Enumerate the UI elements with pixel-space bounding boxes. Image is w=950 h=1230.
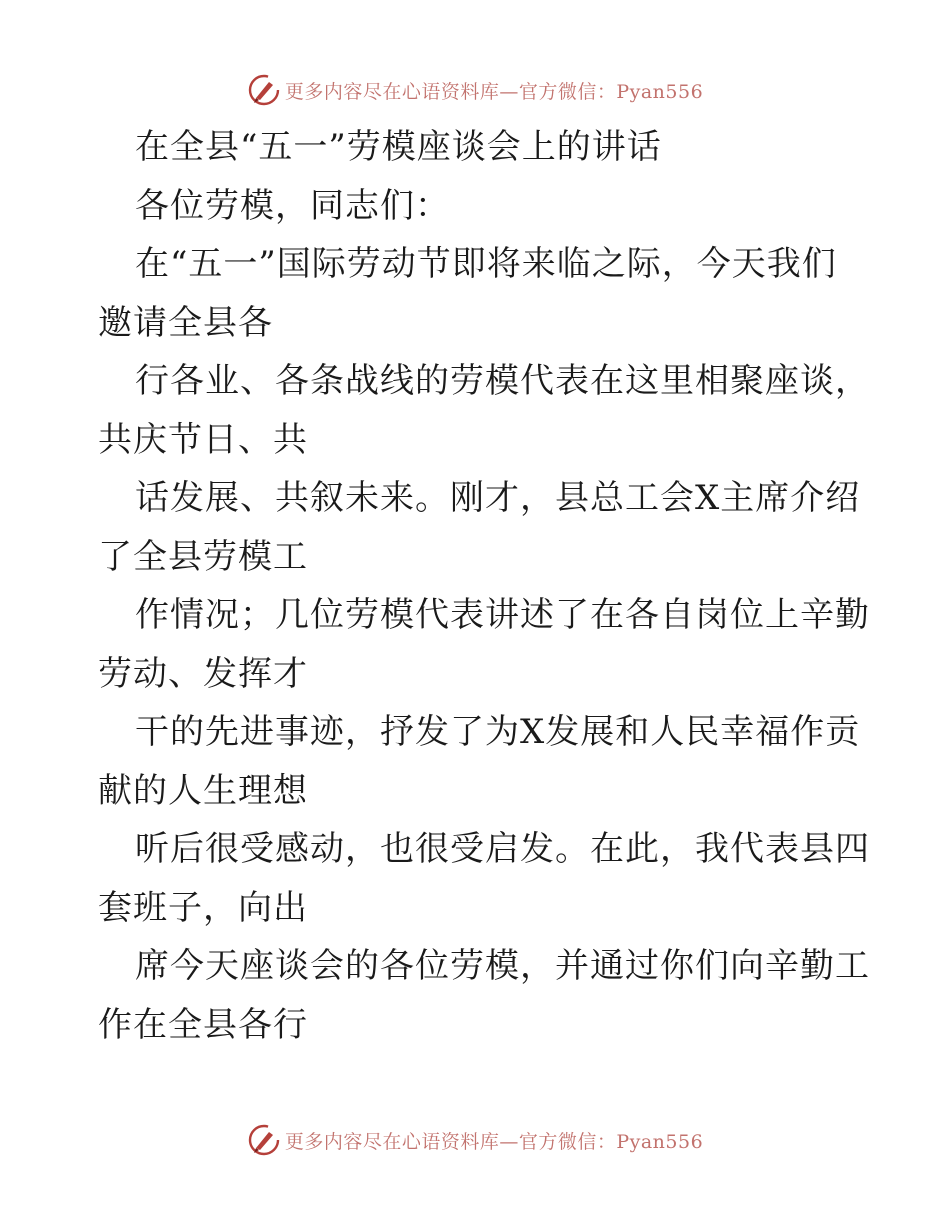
footer-watermark <box>0 1120 950 1160</box>
quill-pen-icon <box>247 1123 281 1157</box>
text-line: 干的先进事迹，抒发了为X发展和人民幸福作贡 <box>135 712 861 752</box>
watermark-text: 更多内容尽在心语资料库—官方微信：Pyan556 <box>284 1130 704 1153</box>
quill-pen-icon <box>247 73 281 107</box>
text-line: 作在全县各行 <box>98 1004 308 1045</box>
text-line: 献的人生理想 <box>98 770 308 811</box>
text-line: 套班子，向出 <box>98 887 308 928</box>
header-watermark <box>0 70 950 110</box>
text-line: 邀请全县各 <box>98 302 273 343</box>
text-line: 了全县劳模工 <box>98 536 308 577</box>
text-line: 劳动、发挥才 <box>98 653 308 694</box>
document-title: 在全县“五一”劳模座谈会上的讲话 <box>135 127 662 167</box>
text-line: 在“五一”国际劳动节即将来临之际，今天我们 <box>135 244 837 284</box>
watermark-text: 更多内容尽在心语资料库—官方微信：Pyan556 <box>284 80 704 103</box>
text-line: 行各业、各条战线的劳模代表在这里相聚座谈， <box>135 361 870 401</box>
text-line: 席今天座谈会的各位劳模，并通过你们向辛勤工 <box>135 946 870 986</box>
text-line: 作情况；几位劳模代表讲述了在各自岗位上辛勤 <box>135 595 870 635</box>
document-body <box>98 118 870 1054</box>
text-line: 各位劳模，同志们： <box>135 185 450 226</box>
text-line: 共庆节日、共 <box>98 419 308 460</box>
text-line: 话发展、共叙未来。刚才，县总工会X主席介绍 <box>135 478 861 518</box>
text-line: 听后很受感动，也很受启发。在此，我代表县四 <box>135 829 870 869</box>
